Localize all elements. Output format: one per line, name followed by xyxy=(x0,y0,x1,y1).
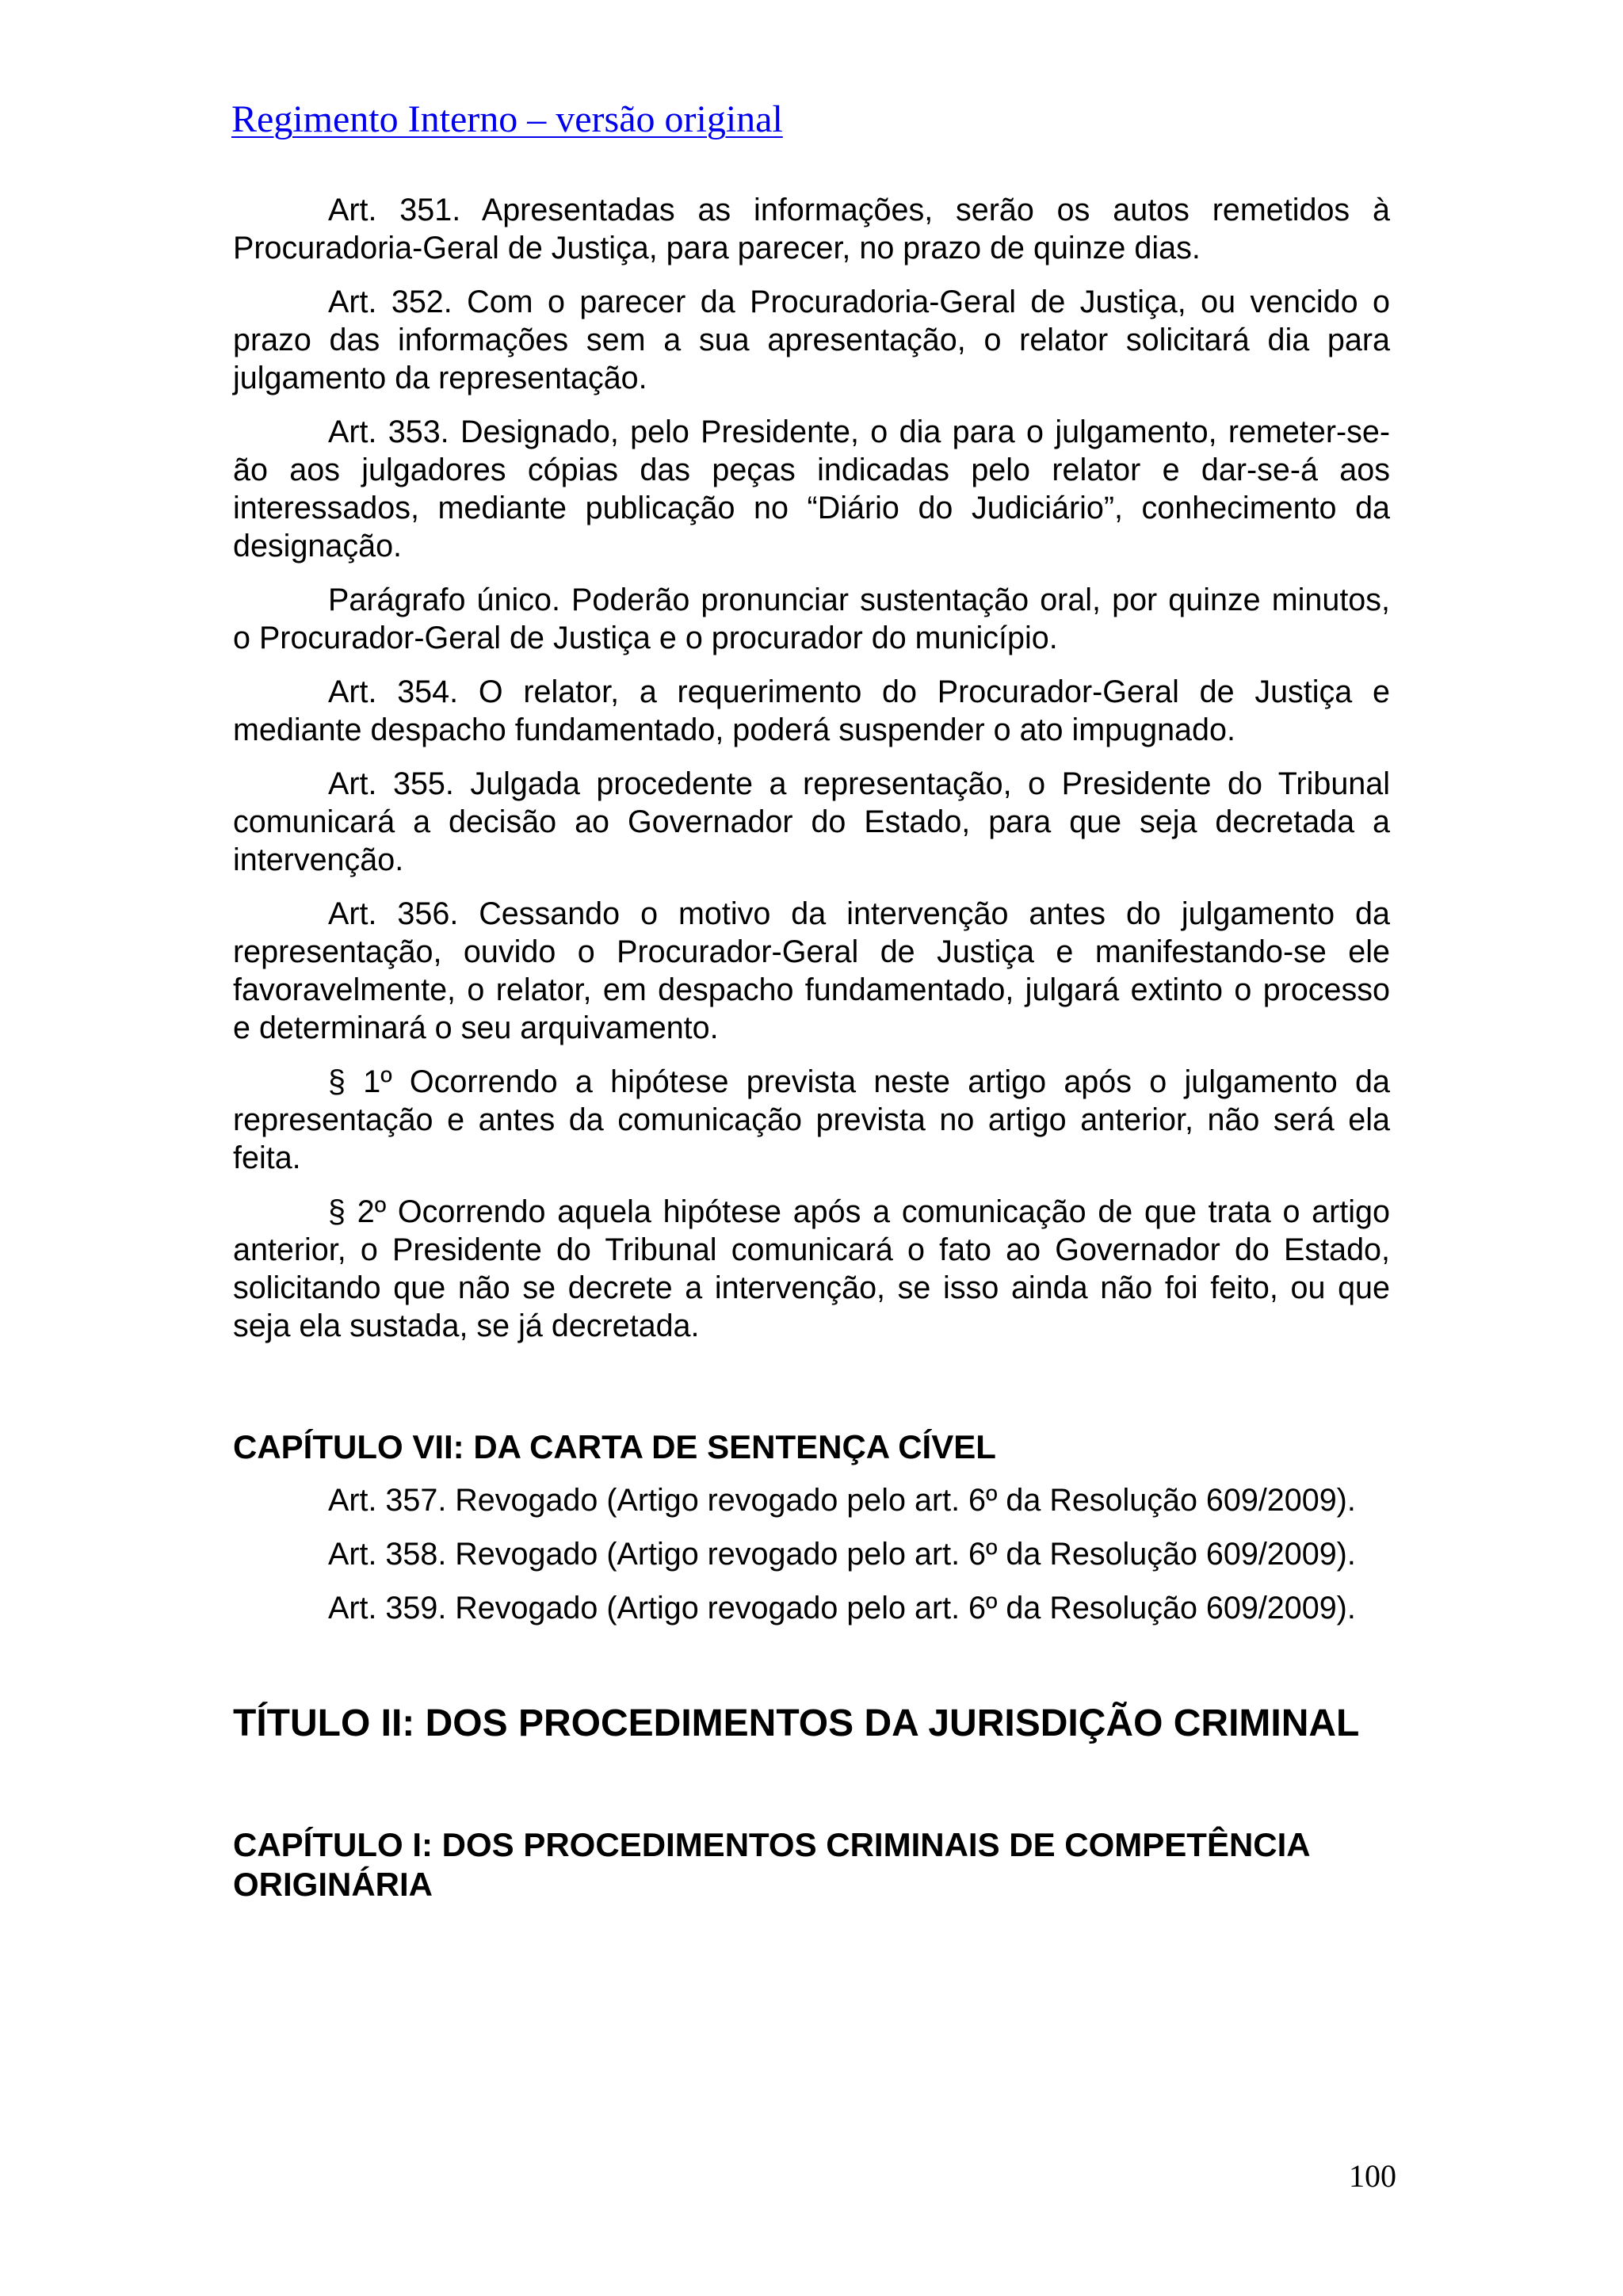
article-356: Art. 356. Cessando o motivo da intervenção antes do julgamento da representação, ouvido o Procurador-Geral de Justiça e manifestando-se ele favoravelmente, o relator, em despacho fundamentado, julgará extinto o processo e determinará o seu arquivamento. xyxy=(233,896,1390,1045)
page-number: 100 xyxy=(1349,2158,1396,2194)
article-359: Art. 359. Revogado (Artigo revogado pelo art. 6º da Resolução 609/2009). xyxy=(328,1591,1356,1626)
article-352: Art. 352. Com o parecer da Procuradoria-Geral de Justiça, ou vencido o prazo das informações sem a sua apresentação, o relator solicitará dia para julgamento da representação. xyxy=(233,285,1390,395)
chapter-vii-heading: CAPÍTULO VII: DA CARTA DE SENTENÇA CÍVEL xyxy=(233,1428,996,1465)
article-357: Art. 357. Revogado (Artigo revogado pelo art. 6º da Resolução 609/2009). xyxy=(328,1483,1356,1518)
titulo-ii-heading: TÍTULO II: DOS PROCEDIMENTOS DA JURISDIÇÃO CRIMINAL xyxy=(233,1702,1360,1744)
article-358: Art. 358. Revogado (Artigo revogado pelo art. 6º da Resolução 609/2009). xyxy=(328,1537,1356,1572)
article-356-paragraph-2: § 2º Ocorrendo aquela hipótese após a comunicação de que trata o artigo anterior, o Presidente do Tribunal comunicará o fato ao Governador do Estado, solicitando que não se decrete a intervenção, se isso ainda não foi feito, ou que seja ela sustada, se já decretada. xyxy=(233,1194,1390,1343)
article-354: Art. 354. O relator, a requerimento do Procurador-Geral de Justiça e mediante despacho fundamentado, poderá suspender o ato impugnado. xyxy=(233,674,1390,747)
chapter-i-heading: CAPÍTULO I: DOS PROCEDIMENTOS CRIMINAIS DE COMPETÊNCIA ORIGINÁRIA xyxy=(233,1826,1310,1903)
article-355: Art. 355. Julgada procedente a representação, o Presidente do Tribunal comunicará a decisão ao Governador do Estado, para que seja decretada a intervenção. xyxy=(233,766,1390,877)
document-title-link[interactable]: Regimento Interno – versão original xyxy=(231,98,783,140)
article-351: Art. 351. Apresentadas as informações, serão os autos remetidos à Procuradoria-Geral de Justiça, para parecer, no prazo de quinze dias. xyxy=(233,193,1390,266)
article-353-sole-paragraph: Parágrafo único. Poderão pronunciar sustentação oral, por quinze minutos, o Procurador-Geral de Justiça e o procurador do município. xyxy=(233,583,1390,655)
article-356-paragraph-1: § 1º Ocorrendo a hipótese prevista neste artigo após o julgamento da representação e antes da comunicação prevista no artigo anterior, não será ela feita. xyxy=(233,1064,1390,1175)
article-353: Art. 353. Designado, pelo Presidente, o dia para o julgamento, remeter-se-ão aos julgadores cópias das peças indicadas pelo relator e dar-se-á aos interessados, mediante publicação no “Diário do Judiciário”, conhecimento da designação. xyxy=(233,415,1390,563)
document-body xyxy=(233,191,1390,1904)
